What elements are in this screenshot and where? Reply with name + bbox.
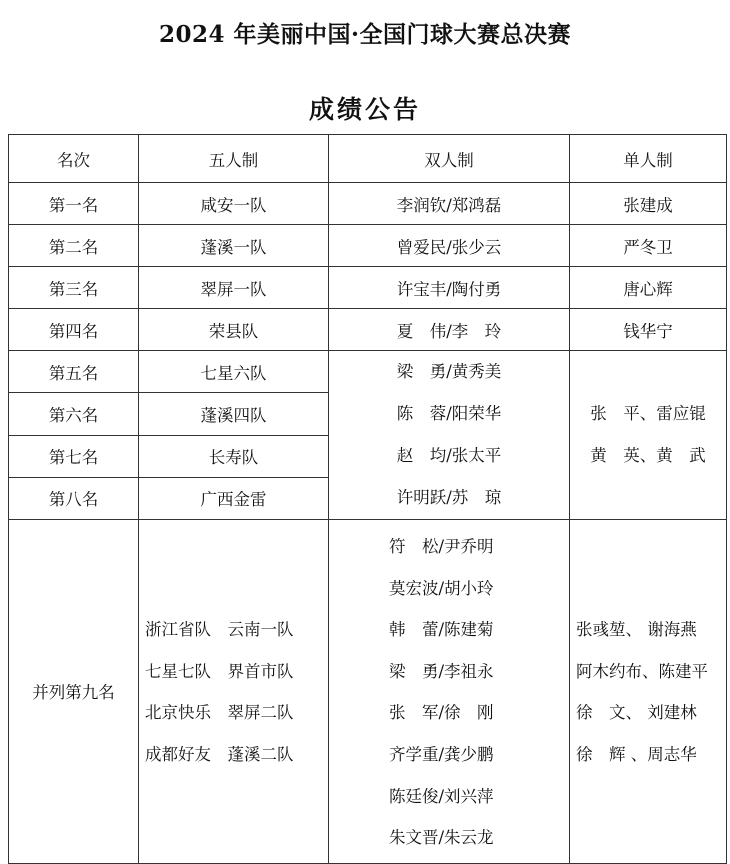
rank-cell: 第三名 <box>9 267 139 309</box>
singles-pair: 张彧堃、 谢海燕 <box>576 620 697 640</box>
doubles-pair: 张 军/徐 刚 <box>389 703 494 723</box>
table-row <box>9 183 727 225</box>
doubles-cell: 曾爱民/张少云 <box>329 225 570 267</box>
table-row <box>9 267 727 309</box>
doubles-cell: 夏 伟/李 玲 <box>329 309 570 351</box>
singles-pair: 徐 辉 、周志华 <box>576 744 697 764</box>
five-person-cell: 蓬溪一队 <box>139 225 329 267</box>
doubles-cell: 许宝丰/陶付勇 <box>329 267 570 309</box>
singles-group-cell <box>570 520 727 864</box>
five-person-group-cell <box>139 520 329 864</box>
header-doubles: 双人制 <box>329 135 570 183</box>
rank-cell: 并列第九名 <box>9 520 139 864</box>
rank-cell: 第一名 <box>9 183 139 225</box>
table-row <box>9 351 727 393</box>
table-header-row <box>9 135 727 183</box>
doubles-pair: 齐学重/龚少鹏 <box>389 744 494 764</box>
doubles-pair: 莫宏波/胡小玲 <box>389 578 494 598</box>
singles-pair: 徐 文、 刘建林 <box>576 703 697 723</box>
singles-cell: 钱华宁 <box>570 309 727 351</box>
document-subtitle: 成绩公告 <box>308 95 421 124</box>
doubles-pair: 梁 勇/黄秀美 <box>396 362 502 381</box>
singles-cell: 唐心辉 <box>570 267 727 309</box>
team-line: 七星七队 界首市队 <box>145 661 294 681</box>
doubles-pair: 朱文晋/朱云龙 <box>389 828 494 848</box>
rank-cell: 第六名 <box>9 393 139 435</box>
document-title: 2024 年美丽中国·全国门球大赛总决赛 <box>158 21 572 48</box>
five-person-cell: 咸安一队 <box>139 183 329 225</box>
team-line: 北京快乐 翠屏二队 <box>145 703 294 723</box>
doubles-group-cell <box>329 351 570 520</box>
rank-cell: 第五名 <box>9 351 139 393</box>
five-person-cell: 广西金雷 <box>139 477 329 519</box>
doubles-pair: 梁 勇/李祖永 <box>389 661 494 681</box>
rank-cell: 第七名 <box>9 435 139 477</box>
rank-cell: 第二名 <box>9 225 139 267</box>
singles-pair: 阿木约布、陈建平 <box>576 661 708 681</box>
doubles-group-cell <box>329 520 570 864</box>
team-line: 浙江省队 云南一队 <box>145 620 294 640</box>
rank-cell: 第八名 <box>9 477 139 519</box>
table-row <box>9 225 727 267</box>
five-person-cell: 翠屏一队 <box>139 267 329 309</box>
singles-cell: 严冬卫 <box>570 225 727 267</box>
doubles-pair: 赵 均/张太平 <box>396 446 502 465</box>
singles-pair: 张 平、雷应锟 <box>590 404 706 423</box>
doubles-pair: 陈 蓉/阳荣华 <box>396 404 502 423</box>
table-row <box>9 309 727 351</box>
doubles-pair: 陈廷俊/刘兴萍 <box>389 786 494 806</box>
header-rank: 名次 <box>9 135 139 183</box>
results-table <box>8 134 727 864</box>
five-person-cell: 荣县队 <box>139 309 329 351</box>
singles-cell: 张建成 <box>570 183 727 225</box>
singles-group-cell <box>570 351 727 520</box>
header-five-person: 五人制 <box>139 135 329 183</box>
five-person-cell: 长寿队 <box>139 435 329 477</box>
doubles-pair: 韩 蕾/陈建菊 <box>389 620 494 640</box>
table-row-ninth <box>9 520 727 864</box>
doubles-cell: 李润钦/郑鸿磊 <box>329 183 570 225</box>
rank-cell: 第四名 <box>9 309 139 351</box>
doubles-pair: 符 松/尹乔明 <box>389 537 494 556</box>
five-person-cell: 蓬溪四队 <box>139 393 329 435</box>
singles-pair: 黄 英、黄 武 <box>590 446 706 465</box>
five-person-cell: 七星六队 <box>139 351 329 393</box>
team-line: 成都好友 蓬溪二队 <box>145 744 294 764</box>
header-singles: 单人制 <box>570 135 727 183</box>
doubles-pair: 许明跃/苏 琼 <box>396 488 502 507</box>
